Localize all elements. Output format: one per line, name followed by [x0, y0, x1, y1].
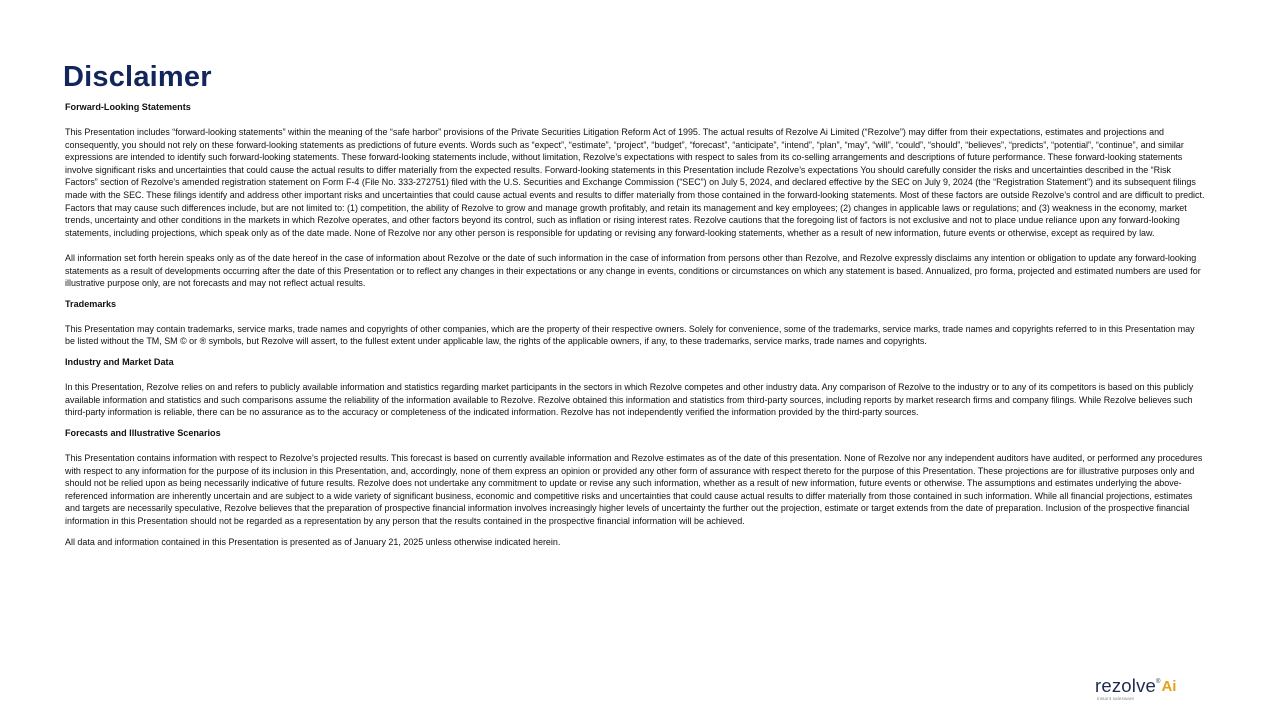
forward-looking-paragraph-2: All information set forth herein speaks only as of the date hereof in the case of information about Rezolve or the date of such information in the case of information from persons other than Rezolve, and Rezolve expressly disclaims any intention or obligation to update any forward-looking statements as a result of developments occurring after the date of this Presentation or to reflect any changes in their expectations or any change in events, conditions or circumstances on which any statement is based. Annualized, pro forma, projected and estimated numbers are used for illustrative purpose only, are not forecasts and may not reflect actual results.: [65, 252, 1201, 289]
logo-wordmark: rezolve: [1095, 675, 1157, 696]
logo-tagline: instant salesware: [1097, 696, 1135, 701]
industry-market-data-paragraph: In this Presentation, Rezolve relies on and refers to publicly available information and statistics regarding market participants in the sectors in which Rezolve competes and other industry data. Any comparison of Rezolve to the industry or to any of its competitors is based on this publicly available information and statistics and such comparisons assume the reliability of the information available to Rezolve. Rezolve obtained this information and statistics from third-party sources, including reports by market research firms and company filings. While Rezolve believes such third-party information is reliable, there can be no assurance as to the accuracy or completeness of the indicated information. Rezolve has not independently verified the information provided by the third-party sources.: [65, 382, 1194, 418]
forward-looking-paragraph-1: This Presentation includes “forward-looking statements” within the meaning of the “safe harbor” provisions of the Private Securities Litigation Reform Act of 1995. The actual results of Rezolve Ai Limited (“Rezolve”) may differ from their expectations, estimates and projections and consequently, you should not rely on these forward-looking statements as predictions of future events. Words such as “expect”, “estimate”, “project”, “budget”, “forecast”, “anticipate”, “intend”, “plan”, “may”, “will”, “could”, “should”, “believes”, “predicts”, “potential”, “continue”, and similar expressions are intended to identify such forward-looking statements. These forward-looking statements include, without limitation, Rezolve’s expectations with respect to sales from its co-selling arrangements and descriptions of future performance. These forward-looking statements involve significant risks and uncertainties that could cause the actual results to differ materially from the expected results. Forward-looking statements in this Presentation include Rezolve’s expectations You should carefully consider the risks and uncertainties described in the “Risk Factors” section of Rezolve’s amended registration statement on Form F-4 (File No. 333-272751) filed with the U.S. Securities and Exchange Commission (“SEC”) on July 5, 2024, and declared effective by the SEC on July 9, 2024 (the “Registration Statement”) and its subsequent filings made with the SEC. These filings identify and address other important risks and uncertainties that could cause actual events and results to differ materially from those contained in the forward-looking statements. Most of these factors are outside Rezolve’s control and are difficult to predict. Factors that may cause such differences include, but are not limited to: (1) competition, the ability of Rezolve to grow and manage growth profitably, and retain its management and key employees; (2) changes in applicable laws or regulations; and (3) weakness in the economy, market trends, uncertainty and other conditions in the markets in which Rezolve operates, and other factors beyond its control, such as inflation or rising interest rates. Rezolve cautions that the foregoing list of factors is not exclusive and not to place undue reliance upon any forward-looking statements, including projections, which speak only as of the date made. None of Rezolve nor any other person is responsible for updating or revising any forward-looking statements, whether as a result of new information, future events or otherwise, except as required by law.: [65, 127, 1205, 238]
logo-registered-mark: ®: [1156, 679, 1161, 685]
section-heading-industry-market-data: Industry and Market Data: [65, 357, 174, 367]
forecasts-paragraph: This Presentation contains information with respect to Rezolve’s projected results. This forecast is based on currently available information and Rezolve estimates as of the date of this presentation. None of Rezolve nor any independent auditors have audited, or performed any procedures with respect to any information for the purpose of its inclusion in this Presentation, and, accordingly, none of them express an opinion or provided any other form of assurance with respect thereto for the purpose of this Presentation. These projections are for illustrative purposes only and should not be relied upon as being necessarily indicative of future results. Rezolve does not undertake any commitment to update or revise any such information, whether as a result of new information, future events or otherwise. The assumptions and estimates underlying the above-referenced information are inherently uncertain and are subject to a wide variety of significant business, economic and competitive risks and uncertainties that could cause actual results to differ materially from those contained in such information. While all financial projections, estimates and targets are necessarily speculative, Rezolve believes that the preparation of prospective financial information involves increasingly higher levels of uncertainty the further out the projection, estimate or target extends from the date of preparation. Inclusion of the prospective financial information in this Presentation should not be regarded as a representation by any person that the results contained in the prospective financial information will be achieved.: [65, 452, 1203, 526]
logo-ai-mark: Ai: [1161, 678, 1177, 695]
trademarks-paragraph: This Presentation may contain trademarks, service marks, trade names and copyrights of other companies, which are the property of their respective owners. Solely for convenience, some of the trademarks, service marks, trade names and copyrights referred to in this Presentation may be listed without the TM, SM © or ® symbols, but Rezolve will assert, to the fullest extent under applicable law, the rights of the applicable owners, if any, to these trademarks, service marks, trade names and copyrights.: [65, 323, 1195, 347]
section-heading-forward-looking: Forward-Looking Statements: [65, 102, 191, 112]
section-heading-forecasts: Forecasts and Illustrative Scenarios: [65, 427, 221, 438]
page-title: Disclaimer: [63, 61, 212, 93]
disclaimer-body: [65, 101, 1205, 561]
data-as-of-paragraph: All data and information contained in this Presentation is presented as of January 21, 2025 unless otherwise indicated herein.: [65, 536, 561, 547]
rezolve-logo: [1095, 676, 1205, 706]
section-heading-trademarks: Trademarks: [65, 298, 117, 309]
